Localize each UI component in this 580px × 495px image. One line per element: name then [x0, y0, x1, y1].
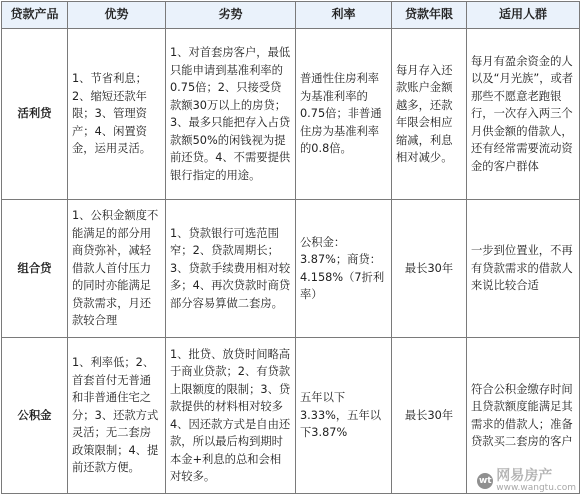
watermark-url: www.wangtu.com: [496, 483, 576, 493]
header-term: 贷款年限: [392, 2, 467, 29]
term-cell: 最长30年: [392, 338, 467, 494]
disadvantages-cell: 1、贷款银行可选范围窄；2、贷款周期长；3、贷款手续费用相对较多；4、再次贷款时商贷部分容易算做二套房。: [166, 200, 296, 338]
term-cell: 最长30年: [392, 200, 467, 338]
table-row: [2, 29, 580, 200]
watermark-logo-icon: wt: [477, 473, 493, 489]
header-disadvantages: 劣势: [166, 2, 296, 29]
header-product: 贷款产品: [2, 2, 68, 29]
disadvantages-cell: 1、对首套房客户，最低只能申请到基准利率的0.75倍；2、只接受贷款额30万以上的房贷；3、最多只能把存入占贷款额50%的闲钱视为提前还贷。4、不需要提供银行指定的用途。: [166, 29, 296, 200]
advantages-cell: 1、节省利息；2、缩短还款年限；3、管理资产；4、闲置资金，运用灵活。: [68, 29, 166, 200]
term-cell: 每月存入还款账户金额越多，还款年限会相应缩减，利息相对减少。: [392, 29, 467, 200]
advantages-cell: 1、公积金额度不能满足的部分用商贷弥补，减轻借款人首付压力的同时亦能满足贷款需求，月还款较合理: [68, 200, 166, 338]
audience-cell: 每月有盈余资金的人以及“月光族”，或者那些不愿意老跑银行，一次存入两三个月供金额的借款人，还有经常需要流动资金的客户群体: [467, 29, 580, 200]
watermark-name: 网易房产: [496, 468, 553, 484]
rate-cell: 公积金：3.87%；商贷：4.158%（7折利率）: [296, 200, 392, 338]
product-name: 活利贷: [2, 29, 68, 200]
audience-text: 符合公积金缴存时间且贷款额度能满足其需求的借款人；准备贷款买二套房的客户: [471, 382, 573, 448]
header-advantages: 优势: [68, 2, 166, 29]
advantages-cell: 1、利率低；2、首套首付无普通和非普通住宅之分；3、还款方式灵活；无二套房政策限制；4、提前还款方便。: [68, 338, 166, 494]
header-audience: 适用人群: [467, 2, 580, 29]
audience-cell: [467, 338, 580, 494]
product-name: 公积金: [2, 338, 68, 494]
header-row: [2, 2, 580, 29]
table-row: [2, 338, 580, 494]
loan-comparison-table: [1, 1, 580, 494]
header-rate: 利率: [296, 2, 392, 29]
audience-cell: 一步到位置业，不再有贷款需求的借款人来说比较合适: [467, 200, 580, 338]
disadvantages-cell: 1、批贷、放贷时间略高于商业贷款；2、有贷款上限额度的限制；3、贷款提供的材料相对较多4、因还款方式是自由还款，所以最后构到期时本金+利息的总和会相对较多。: [166, 338, 296, 494]
product-name: 组合贷: [2, 200, 68, 338]
table-row: [2, 200, 580, 338]
rate-cell: 普通性住房利率为基准利率的0.75倍；非普通住房为基准利率的0.8倍。: [296, 29, 392, 200]
rate-cell: 五年以下3.33%，五年以下3.87%: [296, 338, 392, 494]
